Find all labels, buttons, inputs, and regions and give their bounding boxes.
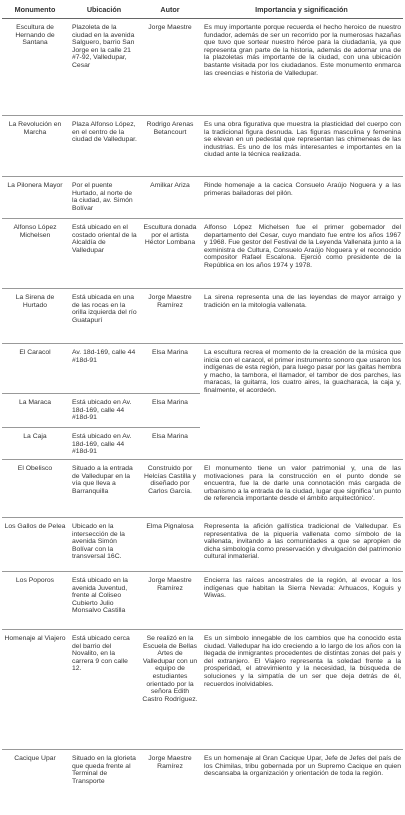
cell-monumento: La Pilonera Mayor: [2, 177, 68, 219]
cell-importancia: Alfonso López Michelsen fue el primer gobernador del departamento del Cesar, cuyo mandato fue entre los años 1967 y 1968. Fue gestor del Festival de la Leyenda Vallenata junto a la exministra de Cultura, Consuelo Araújo Noguera y el reconocido compositor Rafael Escalona. Ejerció como presidente de la República en los años 1974 y 1978.: [200, 219, 403, 289]
cell-importancia: La escultura recrea el momento de la creación de la música que inicia con el caracol, el primer instrumento sonoro que usaron los indígenas de esta región, para luego pasar por las gaitas hembra y macho, la tambora, el llamador, el tambor de dos parches, las maracas, la guitarra, los cuatro aires, la guacharaca, la caja y, finalmente, el acordeón.: [200, 344, 403, 460]
cell-ubicacion: Está ubicado en el costado oriental de la Alcaldía de Valledupar: [68, 219, 140, 289]
cell-ubicacion: Está ubicado en la avenida Juventud, frente al Coliseo Cubierto Julio Monsalvo Castilla: [68, 572, 140, 630]
table-row: [2, 518, 403, 572]
cell-ubicacion: Av. 18d-169, calle 44 #18d-91: [68, 344, 140, 394]
cell-autor: Elsa Marina: [140, 394, 200, 428]
header-importancia: Importancia y significación: [200, 2, 403, 19]
cell-importancia: El monumento tiene un valor patrimonial y, una de las motivaciones para la construcción en el punto donde se encuentra, fue la de darle una connotación más cargada de urbanismo a la entrada de la ciudad, lugar que significa 'un punto de referencia importante desde el ámbito arquitectónico'.: [200, 460, 403, 518]
table-row: [2, 344, 403, 394]
cell-importancia: Encierra las raíces ancestrales de la región, al evocar a los indígenas que habitan la Sierra Nevada: Arhuacos, Koguis y Wiwas.: [200, 572, 403, 630]
cell-monumento: Cacique Upar: [14, 755, 56, 762]
table-row: [2, 177, 403, 219]
cell-monumento: La Caja: [2, 428, 68, 460]
cell-autor: Amilkar Ariza: [140, 177, 200, 219]
cell-ubicacion: Situado a la entrada de Valledupar en la vía que lleva a Barranquilla: [68, 460, 140, 518]
table-row: [2, 572, 403, 630]
header-ubicacion: Ubicación: [68, 2, 140, 19]
cell-importancia: Es un símbolo innegable de los cambios que ha conocido esta ciudad. Valledupar ha ido creciendo a lo largo de los años con la llegada de inmigrantes procedentes de distintas zonas del país y del extranjero. El Viajero representa la soledad frente a la prosperidad, el atrevimiento y la necesidad, la búsqueda de soluciones y la simpatía de un ser que deja detrás de él, recuerdos inolvidables.: [200, 630, 403, 750]
cell-autor: Escultura donada por el artista Héctor Lombana: [140, 219, 200, 289]
cell-ubicacion: Está ubicado en Av. 18d-169, calle 44 #18d-91: [68, 394, 140, 428]
cell-autor: Construido por Helcías Castilla y diseñado por Carlos García.: [140, 460, 200, 518]
header-monumento: Monumento: [2, 2, 68, 19]
cell-ubicacion: Situado en la glorieta que queda frente al Terminal de Transporte: [72, 755, 136, 785]
table-row: [2, 750, 403, 806]
cell-monumento: El Caracol: [2, 344, 68, 394]
cell-monumento: El Obelisco: [2, 460, 68, 518]
cell-autor: Jorge Maestre Ramírez: [140, 289, 200, 344]
cell-importancia: La sirena representa una de las leyendas de mayor arraigo y tradición en la mitología vallenata.: [200, 289, 403, 344]
cell-importancia: Rinde homenaje a la cacica Consuelo Araújo Noguera y a las primeras bailadoras del pilón.: [200, 177, 403, 219]
cell-monumento: La Revolución en Marcha: [2, 116, 68, 177]
cell-monumento: Homenaje al Viajero: [2, 630, 68, 750]
cell-ubicacion: Plazoleta de la ciudad en la avenida Salguero, barrio San Jorge en la calle 21 #7-92, Valledupar, Cesar: [68, 19, 140, 116]
cell-monumento: Los Poporos: [2, 572, 68, 630]
header-row: [2, 2, 403, 19]
cell-autor: Jorge Maestre Ramírez: [140, 572, 200, 630]
header-autor: Autor: [140, 2, 200, 19]
cell-monumento: Los Gallos de Pelea: [2, 518, 68, 572]
cell-ubicacion: Por el puente Hurtado, al norte de la ciudad, av. Simón Bolívar: [68, 177, 140, 219]
cell-ubicacion: Plaza Alfonso López, en el centro de la ciudad de Valledupar.: [68, 116, 140, 177]
cell-autor: Jorge Maestre Ramírez: [148, 755, 192, 770]
cell-importancia: Es una obra figurativa que muestra la plasticidad del cuerpo con la tradicional figura desnuda. Las figuras masculina y femenina se elevan en un pedestal que representan las chimeneas de las industrias. Es uno de los más interesantes e importantes en la ciudad ante la técnica realizada.: [200, 116, 403, 177]
cell-ubicacion: Está ubicado cerca del barrio del Novalito, en la carrera 9 con calle 12.: [68, 630, 140, 750]
cell-autor: Elsa Marina: [140, 428, 200, 460]
cell-monumento: Escultura de Hernando de Santana: [2, 19, 68, 116]
cell-monumento: La Maraca: [2, 394, 68, 428]
cell-autor: Jorge Maestre: [140, 19, 200, 116]
table-row: [2, 19, 403, 116]
cell-monumento: Alfonso López Michelsen: [2, 219, 68, 289]
cell-autor: Rodrigo Arenas Betancourt: [140, 116, 200, 177]
monuments-table: [2, 2, 403, 806]
cell-ubicacion: Está ubicada en una de las rocas en la orilla izquierda del río Guatapurí: [68, 289, 140, 344]
cell-monumento: La Sirena de Hurtado: [2, 289, 68, 344]
cell-importancia: Representa la afición gallística tradicional de Valledupar. Es representativa de la piquería vallenata como símbolo de la vallenata, invitando a las comunidades a que se apropien de dicha simbología como preservación y divulgación del patrimonio cultural inmaterial.: [200, 518, 403, 572]
cell-ubicacion: Ubicado en la intersección de la avenida Simón Bolívar con la transversal 16C.: [68, 518, 140, 572]
cell-importancia: Es muy importante porque recuerda el hecho heroico de nuestro fundador, además de ser un recorrido por la numerosas hazañas que tuvo que sortear nuestro héroe para la ciudadanía, ya que representa gran parte de la historia, además de adornar una de la plazoletas más importante de la ciudad, con una ubicación bastante visitada por los ciudadanos. Este monumento enmarca las creencias e historia de Valledupar.: [200, 19, 403, 116]
cell-ubicacion: Está ubicado en Av. 18d-169, calle 44 #18d-91: [68, 428, 140, 460]
cell-autor: Elsa Marina: [140, 344, 200, 394]
table-row: [2, 219, 403, 289]
cell-autor: Se realizó en la Escuela de Bellas Artes de Valledupar con un equipo de estudiantes orientado por la señora Edith Castro Rodríguez.: [140, 630, 200, 750]
table-row: [2, 116, 403, 177]
cell-autor: Elma Pignalosa: [140, 518, 200, 572]
table-row: [2, 460, 403, 518]
table-row: [2, 289, 403, 344]
cell-importancia: Es un homenaje al Gran Cacique Upar, Jefe de Jefes del país de los Chimilas, tribu gobernada por un Supremo Cacique en quien descansaba la organización y orientación de toda la región.: [204, 755, 401, 778]
table-row: [2, 630, 403, 750]
